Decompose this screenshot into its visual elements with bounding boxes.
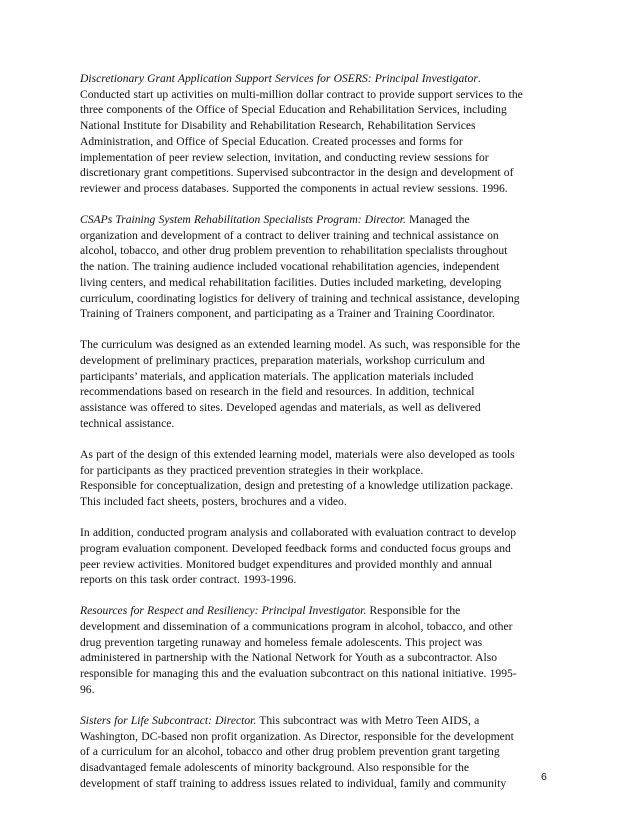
body-text: Conducted start up activities on multi-million dollar contract to provide support services to the	[80, 87, 523, 101]
body-text: development and dissemination of a communications program in alcohol, tobacco, and other	[80, 620, 513, 634]
page-number: 6	[541, 771, 547, 783]
text-line	[80, 557, 560, 573]
text-line	[80, 87, 560, 103]
text-line	[80, 134, 560, 150]
text-line	[80, 713, 560, 729]
body-text: reports on this task order contract. 1993-1996.	[80, 573, 297, 587]
body-text: recommendations based on research in the field and resources. In addition, technical	[80, 385, 475, 399]
body-text: organization and development of a contract to deliver training and technical assistance on	[80, 228, 499, 242]
text-line	[80, 181, 560, 197]
paragraph	[80, 713, 560, 792]
body-text: .	[477, 72, 481, 85]
section-heading-text: Discretionary Grant Application Support Services for OSERS: Principal Investigator	[80, 72, 478, 85]
body-text: Managed the	[405, 213, 470, 227]
text-line	[80, 306, 560, 322]
body-text: Washington, DC-based non profit organization. As Director, responsible for the development	[80, 729, 514, 743]
body-text: implementation of peer review selection, invitation, and conducting review sessions for	[80, 150, 489, 164]
text-line	[80, 384, 560, 400]
body-text: This subcontract was with Metro Teen AIDS, a	[256, 713, 480, 727]
text-line	[80, 744, 560, 760]
body-text: development of staff training to address issues related to individual, family and community	[80, 776, 507, 790]
text-line	[80, 494, 560, 510]
paragraph	[80, 603, 560, 697]
body-text: responsible for managing this and the evaluation subcontract on this national initiative. 1995-	[80, 667, 517, 681]
text-line	[80, 666, 560, 682]
text-line	[80, 259, 560, 275]
text-line	[80, 243, 560, 259]
text-line	[80, 369, 560, 385]
text-line	[80, 603, 560, 619]
text-line	[80, 150, 560, 166]
text-line	[80, 776, 560, 792]
body-text: living centers, and medical rehabilitation facilities. Duties included marketing, developing	[80, 275, 502, 289]
text-line	[80, 118, 560, 134]
text-line	[80, 478, 560, 494]
body-text: curriculum, coordinating logistics for delivery of training and technical assistance, developing	[80, 291, 520, 305]
body-text: Responsible for conceptualization, design and pretesting of a knowledge utilization package.	[80, 479, 514, 493]
body-text: This included fact sheets, posters, brochures and a video.	[80, 495, 347, 509]
section-heading-text: CSAPs Training System Rehabilitation Specialists Program: Director.	[80, 213, 406, 227]
text-line	[80, 682, 560, 698]
text-line	[80, 416, 560, 432]
text-line	[80, 541, 560, 557]
text-line	[80, 635, 560, 651]
paragraph	[80, 212, 560, 322]
text-line	[80, 760, 560, 776]
body-text: The curriculum was designed as an extended learning model. As such, was responsible for the	[80, 338, 521, 352]
body-text: participants’ materials, and application materials. The application materials included	[80, 369, 474, 383]
body-text: drug prevention targeting runaway and homeless female adolescents. This project was	[80, 635, 483, 649]
paragraph	[80, 525, 560, 588]
text-line	[80, 102, 560, 118]
body-text: development of preliminary practices, preparation materials, workshop curriculum and	[80, 354, 485, 368]
body-text: 96.	[80, 682, 95, 696]
text-line	[80, 619, 560, 635]
body-text: of a curriculum for an alcohol, tobacco and other drug problem prevention grant targeting	[80, 745, 500, 759]
body-text: National Institute for Disability and Rehabilitation Research, Rehabilitation Services	[80, 119, 476, 133]
body-text: reviewer and process databases. Supported the components in actual review sessions. 1996.	[80, 181, 508, 195]
text-line	[80, 71, 560, 87]
section-heading-text: Sisters for Life Subcontract: Director.	[80, 713, 257, 727]
text-line	[80, 463, 560, 479]
body-text: In addition, conducted program analysis and collaborated with evaluation contract to develop	[80, 526, 516, 540]
body-text: Responsible for the	[366, 604, 461, 618]
text-line	[80, 165, 560, 181]
text-line	[80, 400, 560, 416]
body-text: for participants as they practiced prevention strategies in their workplace.	[80, 463, 424, 477]
body-text: discretionary grant competitions. Supervised subcontractor in the design and development of	[80, 166, 514, 180]
body-text: administered in partnership with the National Network for Youth as a subcontractor. Also	[80, 651, 498, 665]
text-line	[80, 337, 560, 353]
body-text: disadvantaged female adolescents of minority background. Also responsible for the	[80, 761, 470, 775]
body-text: Training of Trainers component, and participating as a Trainer and Training Coordinator.	[80, 307, 495, 321]
document-body	[80, 71, 560, 807]
body-text: alcohol, tobacco, and other drug problem prevention to rehabilitation specialists throughout	[80, 244, 508, 258]
body-text: three components of the Office of Special Education and Rehabilitation Services, including	[80, 103, 507, 117]
text-line	[80, 572, 560, 588]
body-text: peer review activities. Monitored budget expenditures and provided monthly and annual	[80, 557, 493, 571]
body-text: Administration, and Office of Special Education. Created processes and forms for	[80, 134, 463, 148]
body-text: assistance was offered to sites. Developed agendas and materials, as well as delivered	[80, 401, 481, 415]
section-heading-text: Resources for Respect and Resiliency: Principal Investigator.	[80, 604, 367, 618]
text-line	[80, 275, 560, 291]
text-line	[80, 650, 560, 666]
paragraph	[80, 337, 560, 431]
paragraph	[80, 447, 560, 510]
body-text: technical assistance.	[80, 416, 175, 430]
text-line	[80, 291, 560, 307]
text-line	[80, 212, 560, 228]
body-text: the nation. The training audience included vocational rehabilitation agencies, independent	[80, 260, 500, 274]
text-line	[80, 353, 560, 369]
body-text: program evaluation component. Developed feedback forms and conducted focus groups and	[80, 541, 511, 555]
body-text: As part of the design of this extended learning model, materials were also developed as tools	[80, 447, 515, 461]
paragraph	[80, 71, 560, 197]
text-line	[80, 228, 560, 244]
text-line	[80, 447, 560, 463]
text-line	[80, 729, 560, 745]
text-line	[80, 525, 560, 541]
